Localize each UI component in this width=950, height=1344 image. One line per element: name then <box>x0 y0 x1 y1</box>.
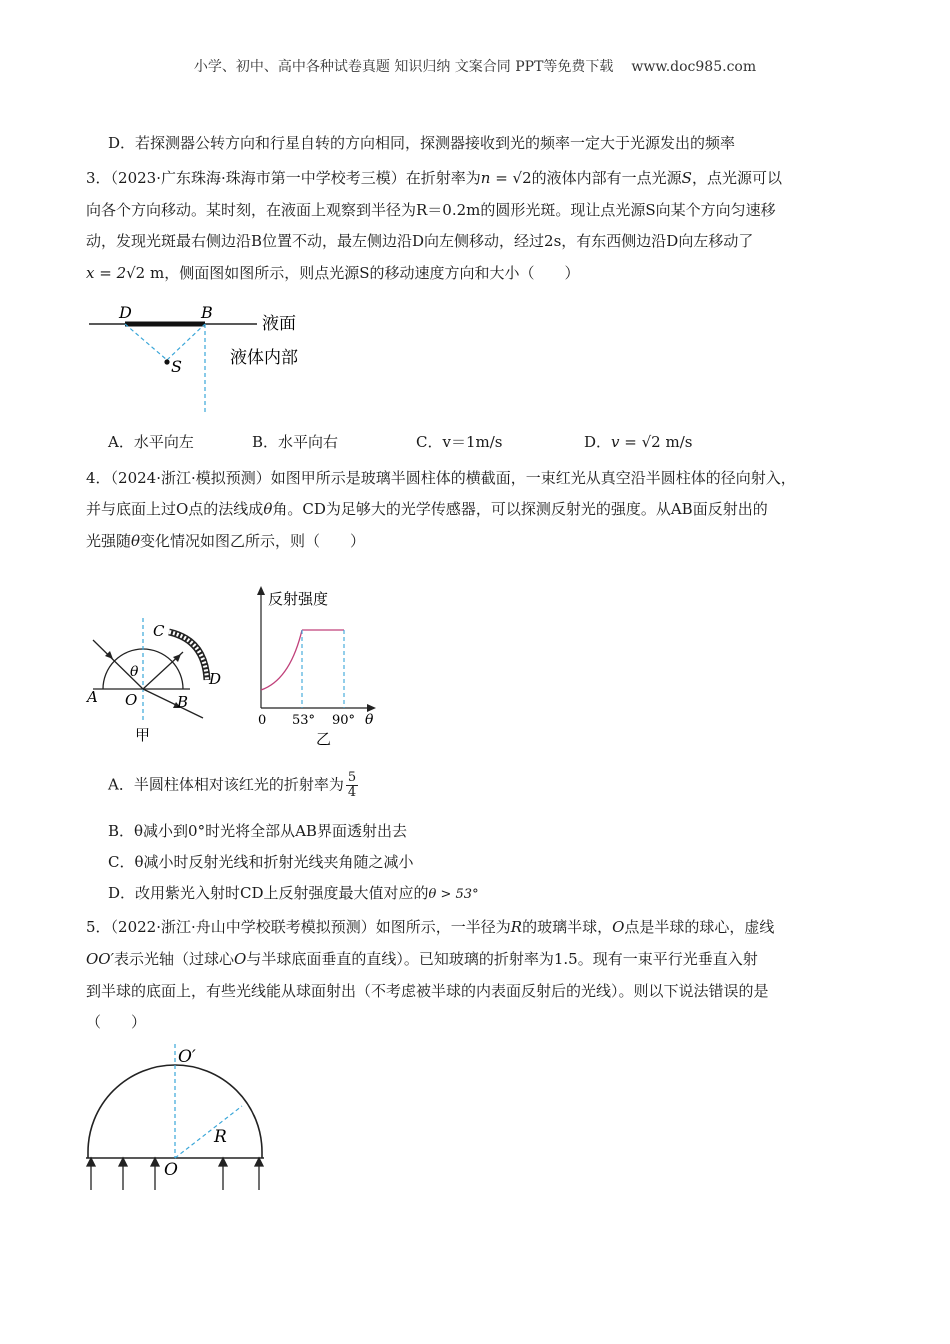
y-axis-arrow <box>257 586 265 595</box>
q4-option-c[interactable]: C．θ减小时反射光线和折射光线夹角随之减小 <box>108 853 414 871</box>
q3-line-4 <box>86 262 580 284</box>
q4-text: 如图甲所示是玻璃半圆柱体的横截面，一束红光从真空沿半圆柱体的径向射入， <box>270 469 796 487</box>
q4-text: 角。CD为足够大的光学传感器，可以探测反射光的强度。从AB面反射出的 <box>272 500 768 518</box>
q4-text: 并与底面上过O点的法线成 <box>86 500 264 518</box>
page-header <box>0 56 950 78</box>
label-d: D <box>119 303 132 322</box>
refracted-ray <box>143 689 203 718</box>
frac-num: 5 <box>347 770 357 785</box>
q4-figure-jia <box>85 610 235 750</box>
q4-figure-yi <box>252 582 387 747</box>
q3-line-2: 向各个方向移动。某时刻，在液面上观察到半径为R＝0.2m的圆形光斑。现让点光源S向某个方向匀速移 <box>86 201 776 219</box>
q5-number: 5． <box>86 918 111 936</box>
label-surface: 液面 <box>262 314 296 334</box>
q4-number: 4． <box>86 469 111 487</box>
q4-source: （2024·浙江·模拟预测） <box>110 469 271 487</box>
q3-v-unit: m/s <box>665 433 693 451</box>
q5-text: 点是半球的球心，虚线 <box>624 918 775 936</box>
q4-theta: θ <box>263 500 273 518</box>
frac-den: 4 <box>347 785 357 800</box>
label-b: B <box>177 693 189 711</box>
q4-option-d[interactable] <box>108 882 479 906</box>
q3-x-eq: x = 2 <box>86 264 127 282</box>
q5-figure <box>80 1040 280 1195</box>
q4-line-3 <box>86 530 365 552</box>
q3-sqrt2: √2 <box>512 169 532 187</box>
q4-option-d-label: D．改用紫光入射时CD上反射强度最大值对应的 <box>108 884 429 902</box>
q3-text: ，点光源可以 <box>691 169 782 187</box>
q5-source: （2022·浙江·舟山中学校联考模拟预测） <box>110 918 376 936</box>
q3-n-eq: n = <box>480 169 513 187</box>
q5-text: 如图所示，一半径为 <box>375 918 511 936</box>
tick-90: 90° <box>332 713 356 728</box>
label-c: C <box>153 622 165 640</box>
q5-line-3: 到半球的底面上，有些光线能从球面射出（不考虑被半球的内表面反射后的光线）。则以下说法错误的是 <box>86 982 769 1000</box>
label-d: D <box>209 670 222 688</box>
q4-line-1 <box>86 467 796 489</box>
label-r: R <box>214 1127 227 1147</box>
q3-x-unit: m <box>150 264 165 282</box>
q4-option-a[interactable] <box>108 771 358 800</box>
q3-text: 在折射率为 <box>405 169 481 187</box>
header-url[interactable]: www.doc985.com <box>631 59 757 75</box>
sensor-cd-hatching <box>169 632 207 680</box>
q4-option-d-expr: θ > 53° <box>428 887 479 902</box>
tick-53: 53° <box>292 713 316 728</box>
label-a: A <box>87 688 98 706</box>
q5-text: 与半球底面垂直的直线）。已知玻璃的折射率为1.5。现有一束平行光垂直入射 <box>246 950 758 968</box>
label-s: S <box>171 357 182 376</box>
q5-r: R <box>510 918 523 936</box>
q3-number: 3． <box>86 169 111 187</box>
q5-text: 表示光轴（过球心 <box>114 950 235 968</box>
q3-option-b[interactable]: B．水平向右 <box>252 433 339 451</box>
fraction-5-4 <box>346 771 358 800</box>
y-axis-label: 反射强度 <box>268 590 329 608</box>
q5-text: 的玻璃半球， <box>522 918 613 936</box>
q3-figure <box>85 300 325 415</box>
x-axis-label: θ <box>365 712 374 728</box>
q5-o: O <box>234 950 247 968</box>
label-o-prime: O′ <box>178 1047 196 1067</box>
q3-option-d-label: D． <box>584 433 612 451</box>
q3-sqrt2: √2 <box>641 433 661 451</box>
label-o: O <box>164 1160 178 1180</box>
q5-line-4: （ ） <box>86 1013 147 1031</box>
q3-option-a[interactable]: A．水平向左 <box>108 433 194 451</box>
tick-0: 0 <box>258 713 267 728</box>
point-source-s <box>164 359 169 364</box>
header-text: 小学、初中、高中各种试卷真题 知识归纳 文案合同 PPT等免费下载 <box>193 59 614 75</box>
q2-option-d: D．若探测器公转方向和行星自转的方向相同，探测器接收到光的频率一定大于光源发出的频率 <box>108 134 736 152</box>
label-yi: 乙 <box>316 730 332 747</box>
radius-line <box>175 1106 242 1158</box>
q3-v-eq: v = <box>611 433 642 451</box>
q3-line-3: 动，发现光斑最右侧边沿B位置不动，最左侧边沿D向左侧移动，经过2s，有东西侧边沿D向左移动了 <box>86 232 754 250</box>
q3-option-c[interactable]: C．v＝1m/s <box>416 433 503 451</box>
label-theta: θ <box>130 664 139 680</box>
x-axis-arrow <box>367 704 376 712</box>
q5-o: O <box>612 918 625 936</box>
label-o: O <box>125 691 138 709</box>
q3-s: S <box>681 169 692 187</box>
q5-line-1 <box>86 916 774 938</box>
q3-line-1 <box>86 167 782 189</box>
q3-text: 的液体内部有一点光源 <box>531 169 682 187</box>
label-inside: 液体内部 <box>230 348 298 368</box>
q4-option-b[interactable]: B．θ减小到0°时光将全部从AB界面透射出去 <box>108 822 407 840</box>
q4-option-a-label: A．半圆柱体相对该红光的折射率为 <box>108 775 344 794</box>
curve-rising <box>261 630 302 690</box>
q4-text: 变化情况如图乙所示，则（ ） <box>140 532 366 550</box>
q4-text: 光强随 <box>86 532 132 550</box>
q5-line-2 <box>86 948 758 970</box>
q3-sqrt2: √2 <box>126 264 146 282</box>
q3-option-d[interactable] <box>584 431 693 453</box>
q3-text: ，侧面图如图所示，则点光源S的移动速度方向和大小（ ） <box>164 264 580 282</box>
q4-theta: θ <box>131 532 141 550</box>
ray-s-to-d <box>125 324 167 360</box>
label-b: B <box>201 303 213 322</box>
ray-s-to-b <box>167 324 205 360</box>
q4-line-2 <box>86 498 768 520</box>
q3-source: （2023·广东珠海·珠海市第一中学校考三模） <box>110 169 406 187</box>
q5-oo: OO′ <box>86 950 115 968</box>
label-jia: 甲 <box>135 726 151 744</box>
